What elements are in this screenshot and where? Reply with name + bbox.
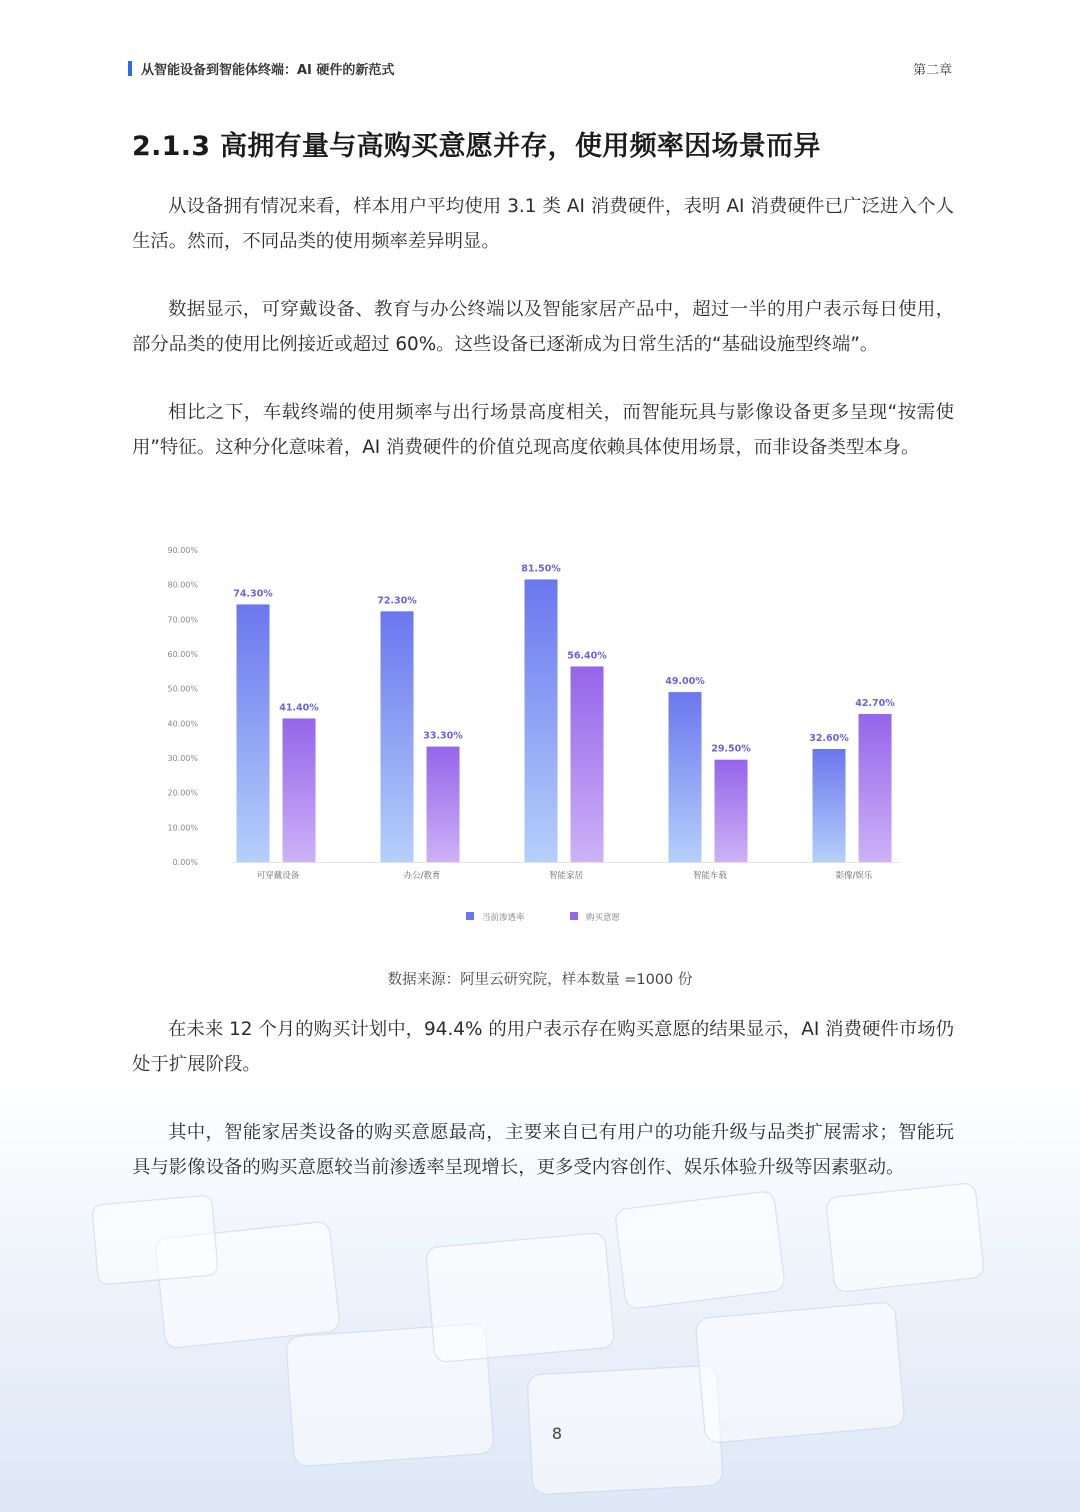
y-tick-label: 0.00% bbox=[172, 858, 198, 867]
page-header bbox=[128, 58, 952, 80]
section-title: 2.1.3 高拥有量与高购买意愿并存，使用频率因场景而异 bbox=[132, 131, 821, 162]
bar-value-label: 33.30% bbox=[423, 730, 463, 742]
bar-value-label: 81.50% bbox=[521, 563, 561, 575]
paragraph-1: 从设备拥有情况来看，样本用户平均使用 3.1 类 AI 消费硬件，表明 AI 消费硬件已广泛进入个人生活。然而，不同品类的使用频率差异明显。 bbox=[132, 196, 954, 252]
bar bbox=[669, 692, 702, 862]
page-number: 8 bbox=[551, 1424, 563, 1443]
paragraph-4: 在未来 12 个月的购买计划中，94.4% 的用户表示存在购买意愿的结果显示，AI 消费硬件市场仍处于扩展阶段。 bbox=[132, 1019, 954, 1075]
x-category-label: 智能车载 bbox=[692, 871, 728, 881]
x-category-label: 影像/娱乐 bbox=[835, 871, 873, 881]
bar-value-label: 41.40% bbox=[279, 702, 319, 714]
y-tick-label: 20.00% bbox=[167, 788, 198, 798]
y-tick-label: 40.00% bbox=[167, 719, 198, 729]
bar-value-label: 42.70% bbox=[855, 697, 895, 709]
y-tick-label: 60.00% bbox=[167, 649, 198, 659]
y-tick-label: 10.00% bbox=[167, 823, 198, 833]
y-tick-label: 80.00% bbox=[167, 580, 198, 590]
paragraph-2: 数据显示，可穿戴设备、教育与办公终端以及智能家居产品中，超过一半的用户表示每日使用，部分品类的使用比例接近或超过 60%。这些设备已逐渐成为日常生活的“基础设施型终端”。 bbox=[132, 299, 954, 355]
bar-value-label: 74.30% bbox=[233, 588, 273, 600]
y-tick-label: 70.00% bbox=[167, 615, 198, 625]
paragraph-5: 其中，智能家居类设备的购买意愿最高，主要来自已有用户的功能升级与品类扩展需求；智能玩具与影像设备的购买意愿较当前渗透率呈现增长，更多受内容创作、娱乐体验升级等因素驱动。 bbox=[132, 1122, 954, 1178]
y-tick-label: 90.00% bbox=[167, 545, 198, 555]
bar bbox=[283, 718, 316, 862]
paragraph-3: 相比之下，车载终端的使用频率与出行场景高度相关，而智能玩具与影像设备更多呈现“按需使用”特征。这种分化意味着，AI 消费硬件的价值兑现高度依赖具体使用场景，而非设备类型本身。 bbox=[132, 402, 954, 458]
legend-swatch bbox=[466, 912, 474, 920]
y-tick-label: 30.00% bbox=[167, 753, 198, 763]
header-title: 从智能设备到智能体终端：AI 硬件的新范式 bbox=[141, 63, 395, 78]
legend-label: 购买意愿 bbox=[586, 913, 621, 923]
bar bbox=[427, 747, 460, 862]
y-tick-label: 50.00% bbox=[167, 684, 198, 694]
bar-value-label: 32.60% bbox=[809, 732, 849, 744]
bar bbox=[813, 749, 846, 862]
bar bbox=[525, 579, 558, 862]
x-category-label: 智能家居 bbox=[548, 871, 584, 881]
header-chapter: 第二章 bbox=[912, 63, 952, 78]
bar bbox=[715, 760, 748, 862]
bar-value-label: 72.30% bbox=[377, 595, 417, 607]
legend-label: 当前渗透率 bbox=[482, 913, 525, 923]
bar bbox=[381, 611, 414, 862]
x-category-label: 可穿戴设备 bbox=[256, 871, 300, 881]
bar-value-label: 49.00% bbox=[665, 676, 705, 688]
legend-swatch bbox=[570, 912, 578, 920]
bar bbox=[571, 666, 604, 862]
x-category-label: 办公/教育 bbox=[403, 871, 441, 881]
bar-value-label: 56.40% bbox=[567, 650, 607, 662]
data-source-caption: 数据来源：阿里云研究院，样本数量 =1000 份 bbox=[387, 972, 693, 988]
bar-value-label: 29.50% bbox=[711, 743, 751, 755]
bar bbox=[859, 714, 892, 862]
bar bbox=[237, 604, 270, 862]
header-accent-bar bbox=[128, 61, 132, 76]
